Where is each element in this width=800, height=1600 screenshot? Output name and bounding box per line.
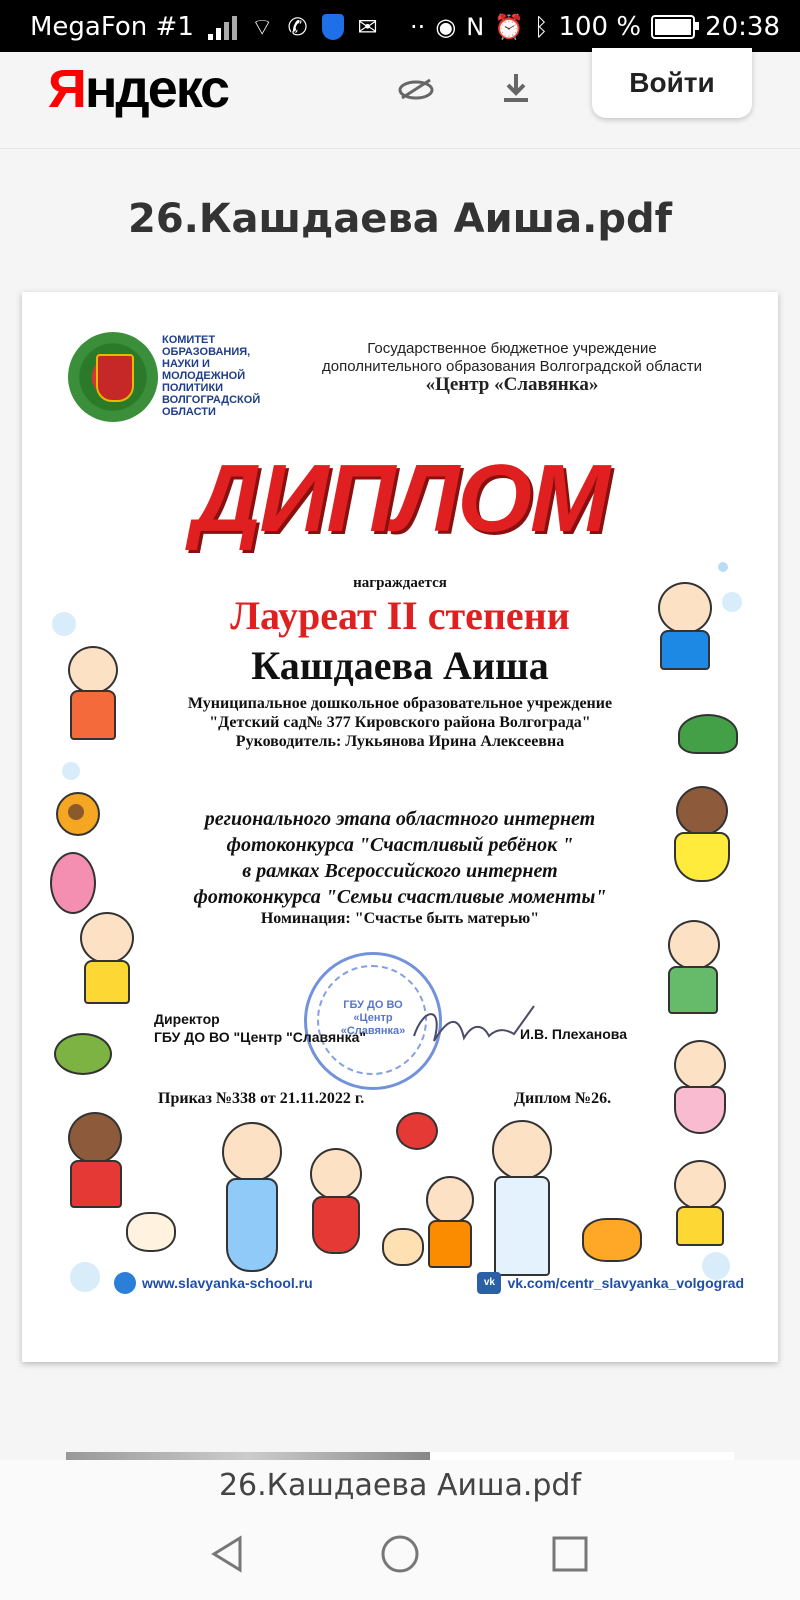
signal-icon — [208, 14, 237, 40]
diploma-number: Диплом №26. — [514, 1090, 612, 1107]
director-title: Директор ГБУ ДО ВО "Центр "Славянка" — [154, 1011, 367, 1045]
girl-with-flowers-illustration — [662, 1040, 742, 1150]
more-notifications-icon: ·· — [409, 13, 426, 41]
nomination: Номинация: "Счастье быть матерью" — [260, 910, 540, 927]
vk-link[interactable]: vk vk.com/centr_slavyanka_volgograd — [477, 1272, 744, 1294]
wifi-icon: ⌔ — [250, 13, 274, 41]
bluetooth-icon: ᛒ — [534, 13, 549, 41]
battery-icon — [651, 15, 695, 39]
order-number: Приказ №338 от 21.11.2022 г. — [158, 1090, 365, 1107]
degree-title: Лауреат II степени — [230, 593, 570, 638]
alarm-icon: ⏰ — [494, 13, 525, 41]
whatsapp-icon: ✆ — [287, 13, 308, 41]
boy-jumping-illustration — [644, 582, 724, 692]
vk-icon: vk — [477, 1272, 501, 1294]
carrier-name: MegaFon #1 — [30, 12, 194, 42]
pdf-page[interactable] — [22, 292, 778, 1362]
pink-balloon-illustration — [50, 852, 96, 914]
recents-icon[interactable] — [548, 1532, 592, 1576]
eye-icon: ◉ — [435, 13, 457, 41]
boy-left-illustration — [72, 912, 142, 1022]
awarded-label: награждается — [353, 575, 447, 591]
home-icon[interactable] — [378, 1532, 422, 1576]
boy-with-bear-illustration — [60, 1112, 140, 1222]
nfc-icon: Ν — [466, 13, 485, 41]
boy-with-ring-illustration — [654, 920, 734, 1030]
contest-description: регионального этапа областного интернет фотоконкурса "Счастливый ребёнок " в рамках Всероссийского интернет фотоконкурса "Семьи счастливые моменты" — [193, 808, 607, 908]
director-name: И.В. Плеханова — [520, 1026, 628, 1042]
official-stamp: ГБУ ДО ВО «Центр «Славянка» — [304, 952, 442, 1090]
bottom-bar — [0, 1460, 800, 1600]
download-icon[interactable] — [496, 68, 536, 108]
committee-name: КОМИТЕТ ОБРАЗОВАНИЯ, НАУКИ И МОЛОДЕЖНОЙ ПОЛИТИКИ ВОЛГОГРАДСКОЙ ОБЛАСТИ — [162, 334, 261, 418]
family-illustration — [212, 1112, 592, 1282]
volgograd-emblem — [68, 332, 158, 422]
clock: 20:38 — [705, 12, 780, 42]
institution-info: Муниципальное дошкольное образовательное учреждение "Детский сад№ 377 Кировского района Волгограда" Руководитель: Лукьянова Ирина Алексеевна — [187, 695, 613, 750]
yandex-logo[interactable]: Яндекс — [48, 59, 229, 119]
login-button[interactable]: Войти — [592, 48, 752, 118]
app-header — [0, 52, 800, 149]
girl-with-doll-illustration — [52, 642, 132, 752]
diploma-heading: ДИПЛОМ — [191, 445, 608, 552]
back-icon[interactable] — [206, 1532, 250, 1576]
globe-icon — [114, 1272, 136, 1294]
scrollbar-thumb[interactable] — [66, 1452, 430, 1460]
site-link[interactable]: www.slavyanka-school.ru — [114, 1272, 313, 1294]
sunflower-illustration — [56, 792, 100, 836]
battery-percent: 100 % — [558, 12, 642, 42]
organization-name: Государственное бюджетное учреждение дополнительного образования Волгоградской области «Центр «Славянка» — [321, 340, 703, 395]
puppy-illustration — [126, 1212, 176, 1252]
girl-yellow-dress-illustration — [662, 782, 742, 892]
status-bar — [0, 0, 800, 52]
mail-icon: ✉ — [357, 13, 378, 41]
parrot-illustration — [54, 1027, 114, 1077]
page-scrollbar[interactable] — [66, 1452, 734, 1460]
document-title: 26.Кашдаева Аиша.pdf — [127, 196, 672, 242]
winner-name: Кашдаева Аиша — [251, 643, 549, 688]
turtle-illustration — [674, 710, 740, 754]
boy-right-illustration — [662, 1160, 742, 1260]
shield-icon — [322, 14, 344, 40]
eye-off-icon[interactable] — [396, 68, 436, 108]
bottom-file-name: 26.Кашдаева Аиша.pdf — [218, 1468, 582, 1503]
